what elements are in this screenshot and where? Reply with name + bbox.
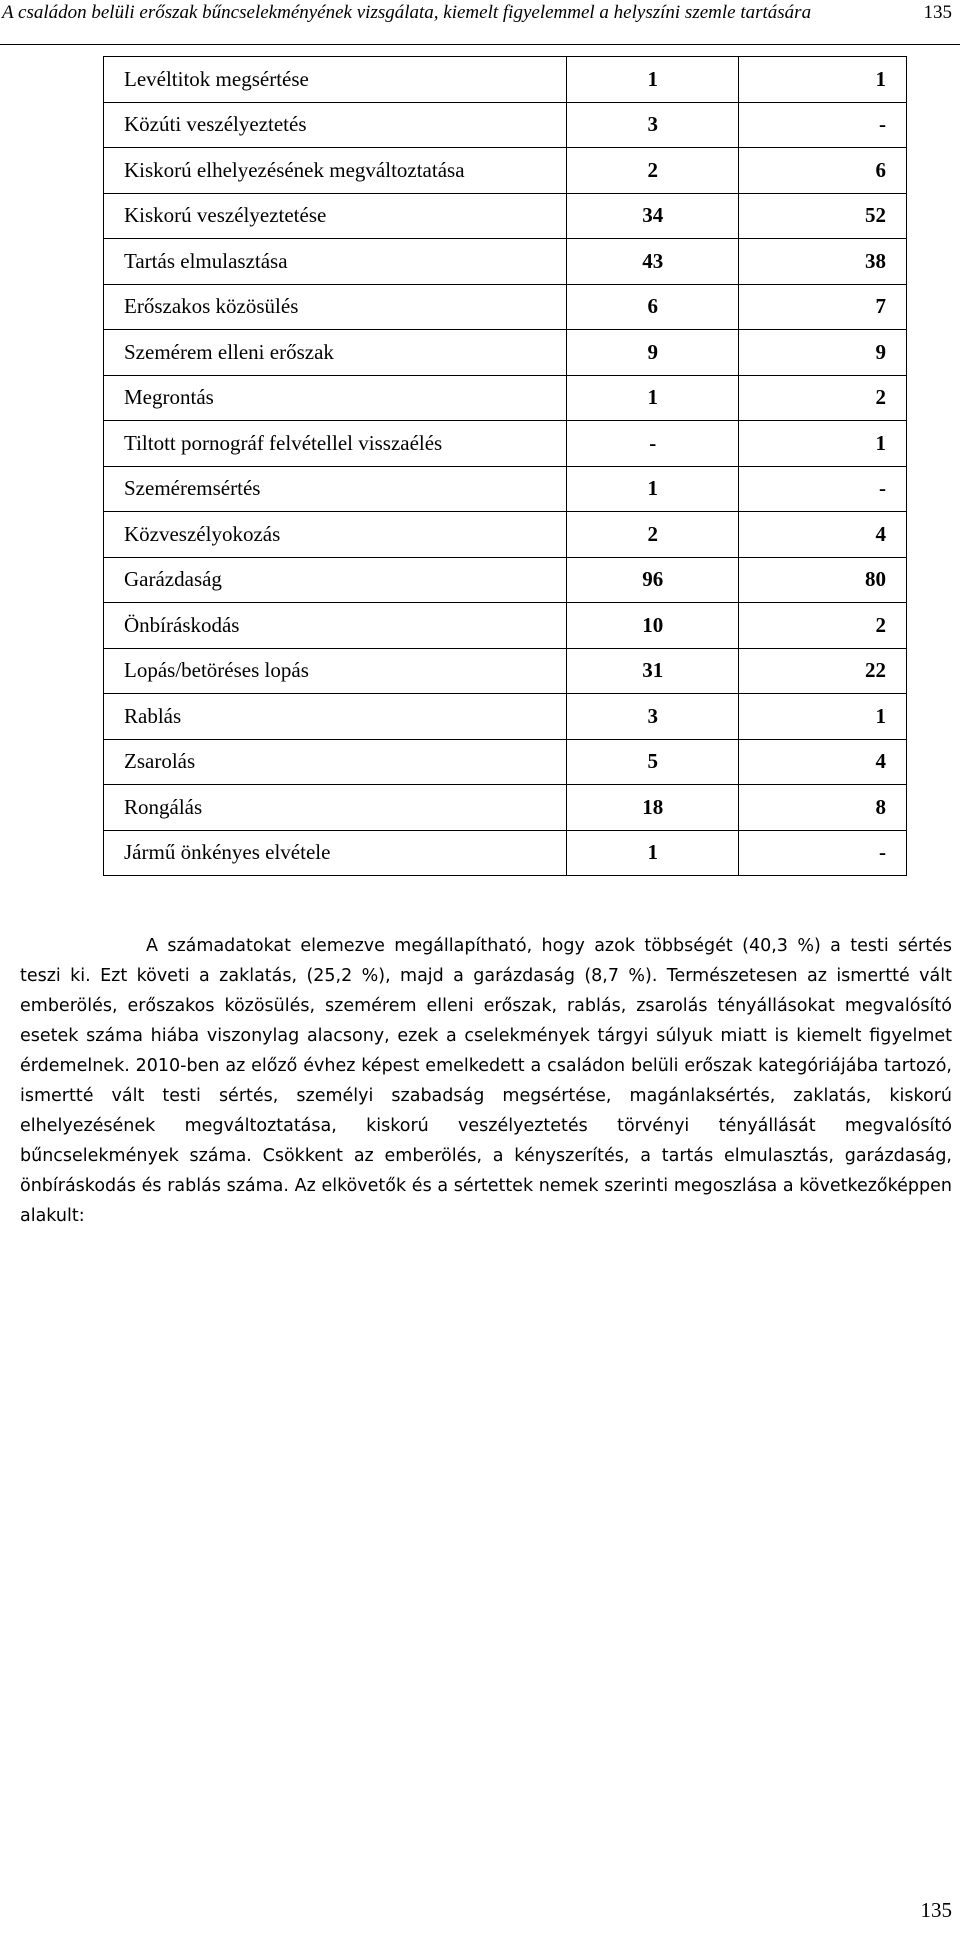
running-header bbox=[0, 0, 960, 45]
running-header-page-number: 135 bbox=[923, 2, 952, 23]
crime-statistics-table bbox=[103, 56, 907, 876]
count-column-2-cell: 1 bbox=[739, 694, 907, 740]
table-row bbox=[104, 148, 907, 194]
count-column-2-cell: 2 bbox=[739, 375, 907, 421]
count-column-2-cell: 9 bbox=[739, 330, 907, 376]
offence-name-cell: Kiskorú veszélyeztetése bbox=[104, 193, 567, 239]
offence-name-cell: Önbíráskodás bbox=[104, 603, 567, 649]
table-row bbox=[104, 330, 907, 376]
count-column-1-cell: 2 bbox=[566, 148, 738, 194]
offence-name-cell: Garázdaság bbox=[104, 557, 567, 603]
table-row bbox=[104, 284, 907, 330]
offence-name-cell: Szeméremsértés bbox=[104, 466, 567, 512]
table-row bbox=[104, 102, 907, 148]
offence-name-cell: Erőszakos közösülés bbox=[104, 284, 567, 330]
count-column-2-cell: 1 bbox=[739, 57, 907, 103]
count-column-1-cell: 1 bbox=[566, 466, 738, 512]
body-paragraph: A számadatokat elemezve megállapítható, hogy azok többségét (40,3 %) a testi sértés teszi ki. Ezt követi a zaklatás, (25,2 %), majd a garázdaság (8,7 %). Természetesen az ismertté vált emberölés, erőszakos közösülés, szemérem elleni erőszak, rablás, zsarolás tényállásokat megvalósító esetek száma hiába viszonylag alacsony, ezek a cselekmények tárgyi súlyuk miatt is kiemelt figyelmet érdemelnek. 2010-ben az előző évhez képest emelkedett a családon belüli erőszak kategóriájába tartozó, ismertté vált testi sértés, személyi szabadság megsértése, magánlaksértés, zaklatás, kiskorú elhelyezésének megváltoztatása, kiskorú veszélyeztetés törvényi tényállását megvalósító bűncselekmények száma. Csökkent az emberölés, a kényszerítés, a tartás elmulasztás, garázdaság, önbíráskodás és rablás száma. Az elkövetők és a sértettek nemek szerinti megoszlása a következőképpen alakult: bbox=[20, 936, 952, 1226]
footer-page-number: 135 bbox=[920, 1898, 952, 1922]
table-row bbox=[104, 421, 907, 467]
count-column-2-cell: 7 bbox=[739, 284, 907, 330]
table-row bbox=[104, 739, 907, 785]
count-column-2-cell: - bbox=[739, 466, 907, 512]
table-row bbox=[104, 603, 907, 649]
offence-name-cell: Közúti veszélyeztetés bbox=[104, 102, 567, 148]
table-row bbox=[104, 830, 907, 876]
count-column-1-cell: 9 bbox=[566, 330, 738, 376]
table-row bbox=[104, 57, 907, 103]
offence-name-cell: Rablás bbox=[104, 694, 567, 740]
count-column-1-cell: 5 bbox=[566, 739, 738, 785]
count-column-1-cell: 96 bbox=[566, 557, 738, 603]
count-column-2-cell: 4 bbox=[739, 739, 907, 785]
count-column-1-cell: 3 bbox=[566, 102, 738, 148]
table-row bbox=[104, 694, 907, 740]
count-column-2-cell: 52 bbox=[739, 193, 907, 239]
offence-name-cell: Levéltitok megsértése bbox=[104, 57, 567, 103]
offence-name-cell: Megrontás bbox=[104, 375, 567, 421]
offence-name-cell: Szemérem elleni erőszak bbox=[104, 330, 567, 376]
table-row bbox=[104, 466, 907, 512]
count-column-1-cell: 1 bbox=[566, 57, 738, 103]
count-column-2-cell: - bbox=[739, 830, 907, 876]
count-column-1-cell: 1 bbox=[566, 375, 738, 421]
count-column-1-cell: 2 bbox=[566, 512, 738, 558]
offence-name-cell: Rongálás bbox=[104, 785, 567, 831]
table-row bbox=[104, 193, 907, 239]
offence-name-cell: Tiltott pornográf felvétellel visszaélés bbox=[104, 421, 567, 467]
offence-name-cell: Kiskorú elhelyezésének megváltoztatása bbox=[104, 148, 567, 194]
count-column-1-cell: 31 bbox=[566, 648, 738, 694]
offence-name-cell: Zsarolás bbox=[104, 739, 567, 785]
count-column-2-cell: 22 bbox=[739, 648, 907, 694]
count-column-2-cell: 38 bbox=[739, 239, 907, 285]
crime-table-body bbox=[104, 57, 907, 876]
table-row bbox=[104, 785, 907, 831]
count-column-1-cell: 1 bbox=[566, 830, 738, 876]
table-row bbox=[104, 239, 907, 285]
count-column-1-cell: 43 bbox=[566, 239, 738, 285]
table-row bbox=[104, 557, 907, 603]
table-row bbox=[104, 375, 907, 421]
count-column-1-cell: 6 bbox=[566, 284, 738, 330]
count-column-1-cell: - bbox=[566, 421, 738, 467]
count-column-2-cell: 6 bbox=[739, 148, 907, 194]
table-row bbox=[104, 648, 907, 694]
offence-name-cell: Tartás elmulasztása bbox=[104, 239, 567, 285]
count-column-1-cell: 34 bbox=[566, 193, 738, 239]
offence-name-cell: Jármű önkényes elvétele bbox=[104, 830, 567, 876]
table-row bbox=[104, 512, 907, 558]
count-column-2-cell: - bbox=[739, 102, 907, 148]
count-column-2-cell: 80 bbox=[739, 557, 907, 603]
count-column-1-cell: 10 bbox=[566, 603, 738, 649]
count-column-1-cell: 3 bbox=[566, 694, 738, 740]
count-column-2-cell: 1 bbox=[739, 421, 907, 467]
count-column-2-cell: 8 bbox=[739, 785, 907, 831]
count-column-2-cell: 4 bbox=[739, 512, 907, 558]
count-column-2-cell: 2 bbox=[739, 603, 907, 649]
count-column-1-cell: 18 bbox=[566, 785, 738, 831]
offence-name-cell: Közveszélyokozás bbox=[104, 512, 567, 558]
running-header-title: A családon belüli erőszak bűncselekményének vizsgálata, kiemelt figyelemmel a helyszíni szemle tartására bbox=[2, 2, 812, 23]
offence-name-cell: Lopás/betöréses lopás bbox=[104, 648, 567, 694]
